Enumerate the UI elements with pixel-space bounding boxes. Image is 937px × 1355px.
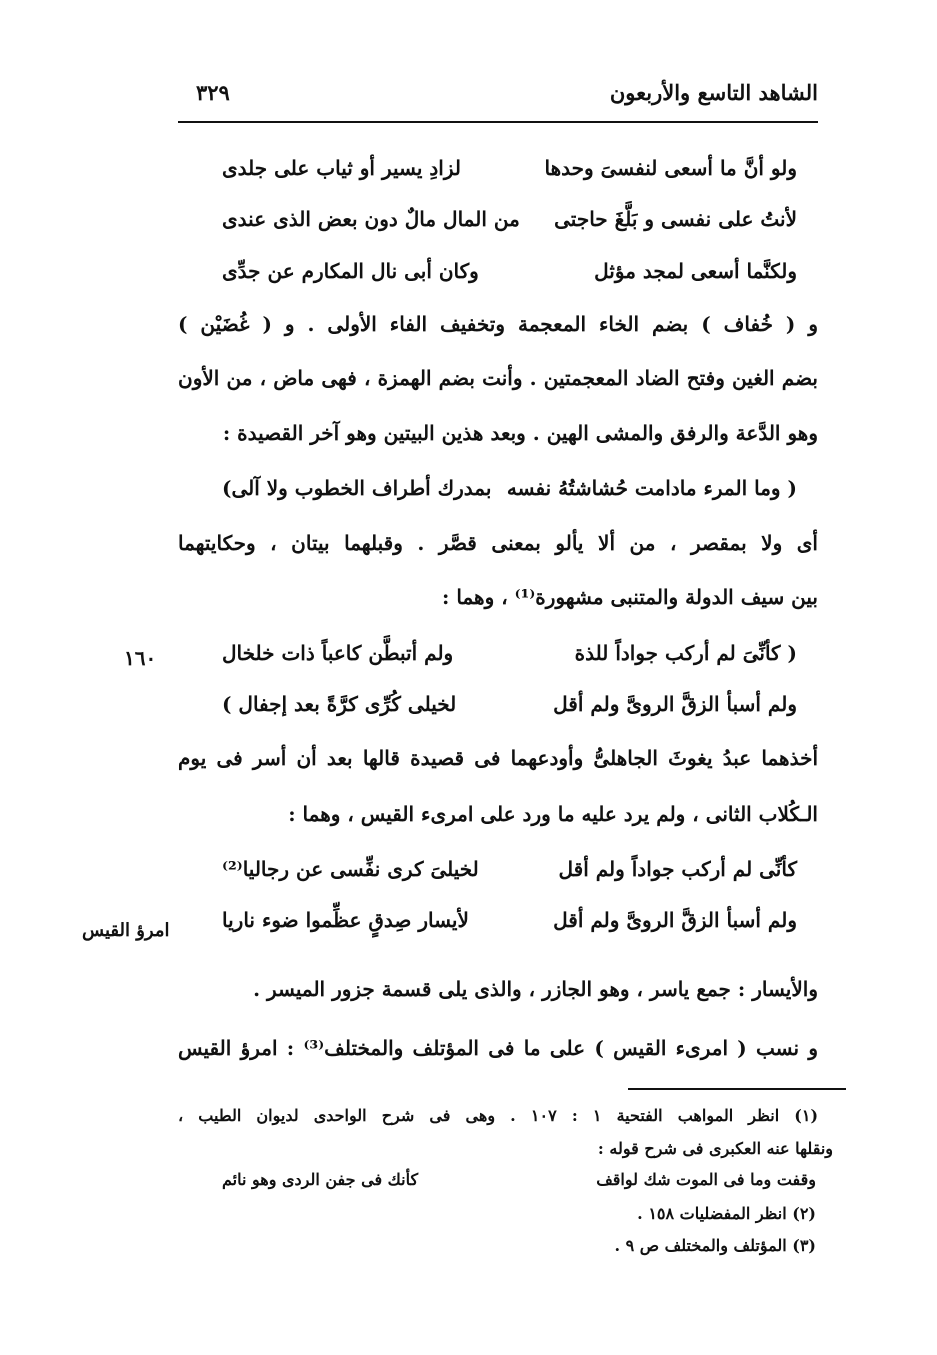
- prose-line: وهو الدَّعة والرفق والمشى الهين . وبعد هذين البيتين وهو آخر القصيدة :: [222, 421, 818, 445]
- quote-verse-right: ( وما المرء مادامت حُشاشتُهُ نفسه: [506, 476, 797, 500]
- page-number: ٣٢٩: [196, 80, 230, 105]
- margin-number: ١٦٠: [124, 646, 157, 670]
- prose-line: بين سيف الدولة والمتنبى مشهورة⁽¹⁾ ، وهما :: [442, 585, 818, 609]
- verse-m1-left: ولم أتبطَّن كاعباً ذات خلخال: [222, 641, 454, 665]
- prose-line: و نسب ( امرىء القيس ) على ما فى المؤتلف والمختلف⁽³⁾ : امرؤ القيس: [178, 1036, 818, 1060]
- verse-a1-right: كأنِّى لم أركب جواداً ولم أقل: [558, 857, 797, 881]
- footnote-1-verse-left: كأنك فى جفن الردى وهو نائم: [222, 1170, 419, 1189]
- quote-verse-left: بمدرك أطراف الخطوب ولا آلى): [222, 476, 492, 500]
- page-header: [178, 80, 818, 116]
- footnote-rule: [628, 1088, 846, 1090]
- verse-a1-left: لخيلىَ كرى نفِّسى عن رجاليا⁽²⁾: [222, 857, 479, 881]
- prose-line: أى ولا بمقصر ، من ألا يألو بمعنى قصَّر . وقبلهما بيتان ، وحكايتهما: [178, 531, 818, 555]
- verse-a2-left: لأيسار صِدقٍ عظِّموا ضوء ناريا: [222, 908, 469, 932]
- verse-m2-left: لخيلى كُرِّى كرَّةً بعد إجفال ): [222, 692, 457, 716]
- margin-name: امرؤ القيس: [82, 920, 170, 941]
- prose-line: و ( خُفاف ) بضم الخاء المعجمة وتخفيف الفاء الأولى . و ( غُضَيْن ): [178, 312, 818, 336]
- verse-3-right: ولكنَّما أسعى لمجد مؤثل: [594, 259, 797, 283]
- footnote-1-verse-right: وقفت وما فى الموت شك لواقف: [596, 1170, 816, 1189]
- footnote-2: (٢) انظر المفضليات ١٥٨ .: [637, 1204, 816, 1223]
- footnote-1-line-2: ونقلها عنه العكبرى فى شرح قوله :: [597, 1139, 833, 1158]
- header-rule: [178, 121, 818, 123]
- verse-2-right: لأنتُ على نفسى و بَلَّغَ حاجتى: [554, 207, 797, 231]
- verse-2-left: من المال مالٌ دون بعض الذى عندى: [222, 207, 520, 231]
- footnote-3: (٣) المؤتلف والمختلف ص ٩ .: [614, 1236, 816, 1255]
- verse-a2-right: ولم أسبأ الزقَّ الروىَّ ولم أقل: [553, 908, 797, 932]
- verse-1-right: ولو أنَّ ما أسعى لنفسىَ وحدها: [544, 156, 797, 180]
- verse-3-left: وكان أبى نال المكارم عن جدِّى: [222, 259, 479, 283]
- verse-m1-right: ( كأنِّىَ لم أركب جواداً للذة: [574, 641, 797, 665]
- prose-line: بضم الغين وفتح الضاد المعجمتين . وأنت بضم الهمزة ، فهى ماض ، من الأون: [178, 366, 818, 390]
- footnote-1-line-1: (١) انظر المواهب الفتحية ١ : ١٠٧ . وهى فى شرح الواحدى لديوان الطيب ،: [178, 1106, 819, 1125]
- verse-m2-right: ولم أسبأ الزقَّ الروىَّ ولم أقل: [553, 692, 797, 716]
- prose-line: الـكُلاب الثانى ، ولم يرد عليه ما ورد على امرىء القيس ، وهما :: [288, 802, 818, 826]
- prose-line: أخذهما عبدُ يغوثَ الجاهلىُّ وأودعهما فى قصيدة قالها بعد أن أسر فى يوم: [178, 746, 818, 770]
- prose-line: والأيسار : جمع ياسر ، وهو الجازر ، والذى يلى قسمة جزور الميسر .: [253, 977, 818, 1001]
- running-title: الشاهد التاسع والأربعون: [609, 80, 818, 105]
- verse-1-left: لزادِ يسير أو ثياب على جلدى: [222, 156, 461, 180]
